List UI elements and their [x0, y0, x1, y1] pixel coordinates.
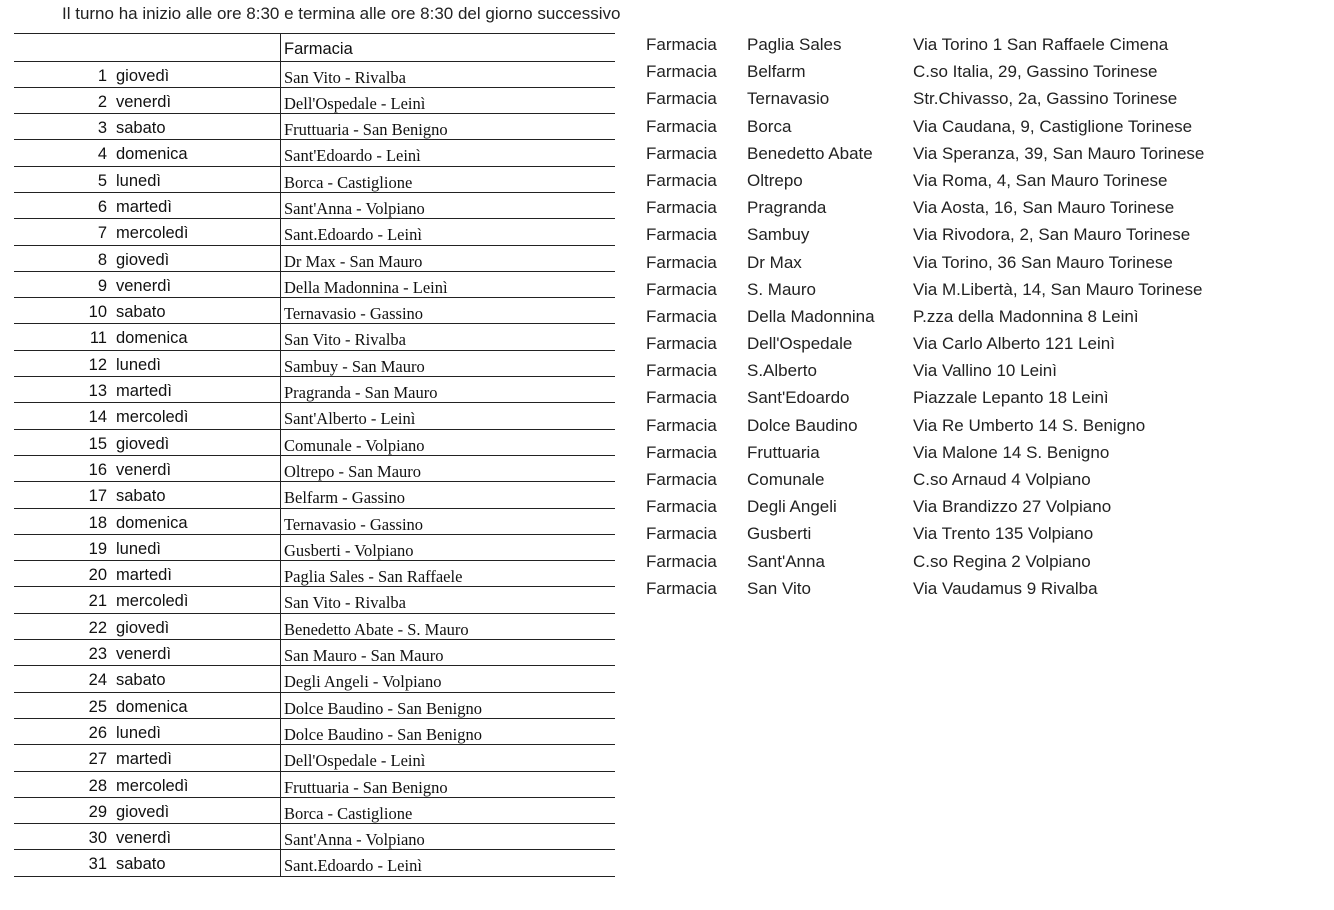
pharmacy-address: C.so Regina 2 Volpiano: [913, 551, 1091, 571]
column-divider: [280, 614, 281, 639]
pharmacy-name: San Vito: [747, 578, 811, 598]
weekday: venerdì: [116, 645, 172, 664]
pharmacy-kind: Farmacia: [646, 225, 717, 245]
on-duty-pharmacy: Dell'Ospedale - Leinì: [284, 93, 426, 113]
schedule-row: [14, 772, 615, 798]
day-number: 28: [88, 776, 107, 795]
pharmacy-kind: Farmacia: [646, 470, 717, 489]
on-duty-pharmacy: San Vito - Rivalba: [284, 593, 406, 613]
pharmacy-name: Benedetto Abate: [747, 143, 873, 163]
pharmacy-name: Borca: [747, 116, 792, 136]
directory-row: [646, 143, 1326, 170]
schedule-row: [14, 351, 615, 377]
schedule-row: [14, 62, 615, 88]
column-divider: [280, 377, 281, 402]
pharmacy-kind: Farmacia: [646, 551, 717, 571]
directory-row: [646, 61, 1326, 88]
page-title: Il turno ha inizio alle ore 8:30 e termina alle ore 8:30 del giorno successivo: [62, 4, 621, 23]
schedule-row: [14, 693, 615, 719]
on-duty-pharmacy: Pragranda - San Mauro: [284, 383, 438, 403]
on-duty-pharmacy: Degli Angeli - Volpiano: [284, 672, 442, 692]
on-duty-pharmacy: Ternavasio - Gassino: [284, 514, 424, 534]
directory-row: [646, 88, 1326, 115]
day-number: 30: [88, 829, 107, 848]
schedule-row: [14, 509, 615, 535]
day-number: 18: [88, 513, 107, 532]
column-divider: [280, 719, 281, 744]
day-number: 16: [88, 460, 107, 479]
schedule-row: [14, 167, 615, 193]
on-duty-pharmacy: Sant.Edoardo - Leinì: [284, 856, 422, 876]
weekday: domenica: [116, 145, 188, 164]
schedule-row: [14, 561, 615, 587]
pharmacy-address: Piazzale Lepanto 18 Leinì: [913, 388, 1109, 408]
day-number: 15: [88, 434, 107, 453]
on-duty-pharmacy: Sant.Edoardo - Leinì: [284, 225, 422, 245]
column-divider: [280, 666, 281, 691]
day-number: 4: [97, 145, 107, 164]
column-divider: [280, 272, 281, 297]
pharmacy-address: Via Carlo Alberto 121 Leinì: [913, 334, 1115, 354]
pharmacy-address: Via Roma, 4, San Mauro Torinese: [913, 170, 1168, 190]
day-number: 14: [88, 408, 107, 427]
schedule-row: [14, 482, 615, 508]
day-number: 25: [88, 697, 107, 716]
column-divider: [280, 246, 281, 271]
day-number: 29: [88, 802, 107, 821]
on-duty-pharmacy: Fruttuaria - San Benigno: [284, 120, 448, 140]
schedule-row: [14, 114, 615, 140]
weekday: giovedì: [116, 434, 170, 453]
pharmacy-kind: Farmacia: [646, 279, 717, 299]
pharmacy-address: Via Vallino 10 Leinì: [913, 361, 1057, 381]
directory-row: [646, 34, 1326, 61]
on-duty-pharmacy: Belfarm - Gassino: [284, 488, 405, 508]
day-number: 7: [97, 224, 107, 243]
column-divider: [280, 798, 281, 823]
schedule-row: [14, 824, 615, 850]
column-divider: [280, 482, 281, 507]
pharmacy-name: Gusberti: [747, 524, 812, 544]
pharmacy-address: Via Brandizzo 27 Volpiano: [913, 497, 1112, 517]
schedule-row: [14, 272, 615, 298]
day-number: 19: [88, 539, 107, 558]
pharmacy-address: C.so Italia, 29, Gassino Torinese: [913, 62, 1158, 82]
pharmacy-name: S. Mauro: [747, 279, 816, 299]
pharmacy-kind: Farmacia: [646, 89, 717, 109]
pharmacy-address: Via Re Umberto 14 S. Benigno: [913, 415, 1146, 435]
pharmacy-kind: Farmacia: [646, 524, 717, 544]
pharmacy-name: Dolce Baudino: [747, 415, 858, 435]
schedule-row: [14, 88, 615, 114]
on-duty-pharmacy: Gusberti - Volpiano: [284, 540, 414, 560]
on-duty-pharmacy: Borca - Castiglione: [284, 172, 413, 192]
schedule-row: [14, 246, 615, 272]
schedule-body: [14, 62, 615, 877]
column-divider: [280, 167, 281, 192]
pharmacy-kind: Farmacia: [646, 388, 717, 408]
pharmacy-kind: Farmacia: [646, 252, 717, 272]
day-number: 17: [88, 487, 107, 506]
directory-row: [646, 469, 1326, 496]
pharmacy-name: Paglia Sales: [747, 35, 842, 54]
pharmacy-address: Via Aosta, 16, San Mauro Torinese: [913, 198, 1175, 218]
schedule-row: [14, 666, 615, 692]
weekday: martedì: [116, 382, 172, 401]
on-duty-pharmacy: Fruttuaria - San Benigno: [284, 777, 448, 797]
column-divider: [280, 88, 281, 113]
weekday: lunedì: [116, 171, 161, 190]
on-duty-pharmacy: Sant'Anna - Volpiano: [284, 198, 425, 218]
weekday: giovedì: [116, 802, 170, 821]
pharmacy-address: Via Caudana, 9, Castiglione Torinese: [913, 116, 1193, 136]
pharmacy-name: Fruttuaria: [747, 442, 820, 462]
schedule-row: [14, 430, 615, 456]
directory-row: [646, 496, 1326, 523]
day-number: 31: [88, 855, 107, 874]
day-number: 26: [88, 723, 107, 742]
on-duty-pharmacy: Oltrepo - San Mauro: [284, 461, 422, 481]
weekday: domenica: [116, 697, 188, 716]
column-divider: [280, 587, 281, 612]
on-duty-pharmacy: Ternavasio - Gassino: [284, 304, 424, 324]
schedule-row: [14, 614, 615, 640]
column-divider: [280, 561, 281, 586]
column-divider: [280, 430, 281, 455]
on-duty-pharmacy: Sambuy - San Mauro: [284, 356, 425, 376]
column-divider: [280, 403, 281, 428]
pharmacy-kind: Farmacia: [646, 497, 717, 517]
pharmacy-name: Sambuy: [747, 225, 810, 245]
on-duty-pharmacy: San Mauro - San Mauro: [284, 646, 444, 666]
pharmacy-kind: Farmacia: [646, 578, 717, 598]
directory-row: [646, 442, 1326, 469]
pharmacy-kind: Farmacia: [646, 116, 717, 136]
weekday: domenica: [116, 513, 188, 532]
column-divider: [280, 693, 281, 718]
schedule-row: [14, 798, 615, 824]
directory-row: [646, 360, 1326, 387]
day-number: 8: [97, 250, 107, 269]
directory-row: [646, 116, 1326, 143]
column-divider: [280, 298, 281, 323]
on-duty-pharmacy: Della Madonnina - Leinì: [284, 277, 448, 297]
pharmacy-address: Via Speranza, 39, San Mauro Torinese: [913, 143, 1205, 163]
pharmacy-name: Della Madonnina: [747, 306, 875, 326]
pharmacy-address: Str.Chivasso, 2a, Gassino Torinese: [913, 89, 1178, 109]
day-number: 23: [88, 645, 107, 664]
weekday: mercoledì: [116, 592, 189, 611]
day-number: 13: [88, 382, 107, 401]
weekday: mercoledì: [116, 776, 189, 795]
weekday: sabato: [116, 119, 166, 138]
weekday: lunedì: [116, 539, 161, 558]
pharmacy-name: Sant'Anna: [747, 551, 825, 571]
schedule-row: [14, 298, 615, 324]
pharmacy-name: Dell'Ospedale: [747, 334, 853, 354]
on-duty-pharmacy: Sant'Anna - Volpiano: [284, 830, 425, 850]
weekday: mercoledì: [116, 224, 189, 243]
directory-row: [646, 224, 1326, 251]
directory-row: [646, 415, 1326, 442]
schedule-row: [14, 219, 615, 245]
pharmacy-name: S.Alberto: [747, 361, 817, 381]
directory-row: [646, 306, 1326, 333]
pharmacy-address: Via Malone 14 S. Benigno: [913, 442, 1110, 462]
schedule-row: [14, 745, 615, 771]
weekday: venerdì: [116, 829, 172, 848]
directory-row: [646, 252, 1326, 279]
pharmacy-address: Via Trento 135 Volpiano: [913, 524, 1094, 544]
day-number: 3: [97, 119, 107, 138]
schedule-row: [14, 377, 615, 403]
directory-row: [646, 523, 1326, 550]
pharmacy-name: Sant'Edoardo: [747, 388, 850, 408]
day-number: 1: [97, 66, 107, 85]
column-divider: [280, 219, 281, 244]
schedule-row: [14, 403, 615, 429]
pharmacy-address: Via Torino, 36 San Mauro Torinese: [913, 252, 1173, 272]
directory-row: [646, 578, 1326, 605]
column-divider: [280, 456, 281, 481]
on-duty-pharmacy: San Vito - Rivalba: [284, 67, 406, 87]
pharmacy-address: P.zza della Madonnina 8 Leinì: [913, 306, 1139, 326]
column-divider: [280, 772, 281, 797]
schedule-row: [14, 193, 615, 219]
on-duty-pharmacy: Dolce Baudino - San Benigno: [284, 698, 482, 718]
schedule-header-row: [14, 34, 615, 62]
pharmacy-directory: [646, 34, 1326, 605]
day-number: 2: [97, 92, 107, 111]
pharmacy-kind: Farmacia: [646, 62, 717, 82]
pharmacy-name: Pragranda: [747, 198, 827, 218]
pharmacy-address: C.so Arnaud 4 Volpiano: [913, 470, 1091, 489]
schedule-table: [14, 33, 615, 877]
pharmacy-name: Degli Angeli: [747, 497, 837, 517]
on-duty-pharmacy: Comunale - Volpiano: [284, 435, 425, 455]
schedule-row: [14, 140, 615, 166]
pharmacy-kind: Farmacia: [646, 334, 717, 354]
weekday: giovedì: [116, 66, 170, 85]
on-duty-pharmacy: Borca - Castiglione: [284, 803, 413, 823]
day-number: 6: [97, 197, 107, 216]
day-number: 27: [88, 750, 107, 769]
column-divider: [280, 351, 281, 376]
on-duty-pharmacy: Benedetto Abate - S. Mauro: [284, 619, 469, 639]
on-duty-pharmacy: Sant'Edoardo - Leinì: [284, 146, 421, 166]
pharmacy-kind: Farmacia: [646, 415, 717, 435]
pharmacy-address: Via Rivodora, 2, San Mauro Torinese: [913, 225, 1191, 245]
column-divider: [280, 850, 281, 875]
weekday: lunedì: [116, 723, 161, 742]
schedule-row: [14, 850, 615, 876]
day-number: 12: [88, 355, 107, 374]
column-divider: [280, 535, 281, 560]
column-divider: [280, 62, 281, 87]
on-duty-pharmacy: Dr Max - San Mauro: [284, 251, 423, 271]
directory-row: [646, 387, 1326, 414]
weekday: sabato: [116, 487, 166, 506]
column-divider: [280, 34, 281, 61]
weekday: mercoledì: [116, 408, 189, 427]
on-duty-pharmacy: Dell'Ospedale - Leinì: [284, 751, 426, 771]
weekday: venerdì: [116, 276, 172, 295]
weekday: martedì: [116, 197, 172, 216]
weekday: lunedì: [116, 355, 161, 374]
day-number: 22: [88, 618, 107, 637]
column-divider: [280, 193, 281, 218]
day-number: 21: [88, 592, 107, 611]
on-duty-pharmacy: Sant'Alberto - Leinì: [284, 409, 416, 429]
pharmacy-kind: Farmacia: [646, 35, 717, 54]
pharmacy-kind: Farmacia: [646, 170, 717, 190]
weekday: domenica: [116, 329, 188, 348]
weekday: sabato: [116, 855, 166, 874]
schedule-row: [14, 587, 615, 613]
weekday: martedì: [116, 566, 172, 585]
on-duty-pharmacy: Paglia Sales - San Raffaele: [284, 567, 463, 587]
column-divider: [280, 824, 281, 849]
weekday: giovedì: [116, 618, 170, 637]
weekday: giovedì: [116, 250, 170, 269]
pharmacy-address: Via Torino 1 San Raffaele Cimena: [913, 35, 1169, 54]
pharmacy-address: Via Vaudamus 9 Rivalba: [913, 578, 1098, 598]
pharmacy-kind: Farmacia: [646, 143, 717, 163]
schedule-row: [14, 324, 615, 350]
directory-row: [646, 551, 1326, 578]
weekday: venerdì: [116, 92, 172, 111]
day-number: 20: [88, 566, 107, 585]
day-number: 11: [89, 329, 107, 348]
schedule-header-pharmacy: Farmacia: [284, 40, 353, 58]
pharmacy-kind: Farmacia: [646, 442, 717, 462]
weekday: martedì: [116, 750, 172, 769]
pharmacy-name: Ternavasio: [747, 89, 830, 109]
day-number: 5: [97, 171, 107, 190]
day-number: 9: [97, 276, 107, 295]
pharmacy-name: Dr Max: [747, 252, 802, 272]
weekday: sabato: [116, 303, 166, 322]
column-divider: [280, 640, 281, 665]
directory-row: [646, 197, 1326, 224]
schedule-row: [14, 456, 615, 482]
schedule-row: [14, 719, 615, 745]
directory-row: [646, 170, 1326, 197]
pharmacy-name: Oltrepo: [747, 170, 803, 190]
on-duty-pharmacy: Dolce Baudino - San Benigno: [284, 724, 482, 744]
pharmacy-kind: Farmacia: [646, 306, 717, 326]
column-divider: [280, 114, 281, 139]
column-divider: [280, 140, 281, 165]
weekday: venerdì: [116, 460, 172, 479]
pharmacy-address: Via M.Libertà, 14, San Mauro Torinese: [913, 279, 1203, 299]
day-number: 24: [88, 671, 107, 690]
column-divider: [280, 324, 281, 349]
pharmacy-name: Comunale: [747, 470, 825, 489]
pharmacy-kind: Farmacia: [646, 198, 717, 218]
directory-row: [646, 333, 1326, 360]
pharmacy-name: Belfarm: [747, 62, 806, 82]
directory-row: [646, 279, 1326, 306]
schedule-row: [14, 535, 615, 561]
schedule-row: [14, 640, 615, 666]
weekday: sabato: [116, 671, 166, 690]
on-duty-pharmacy: San Vito - Rivalba: [284, 330, 406, 350]
pharmacy-kind: Farmacia: [646, 361, 717, 381]
column-divider: [280, 509, 281, 534]
column-divider: [280, 745, 281, 770]
day-number: 10: [88, 303, 107, 322]
